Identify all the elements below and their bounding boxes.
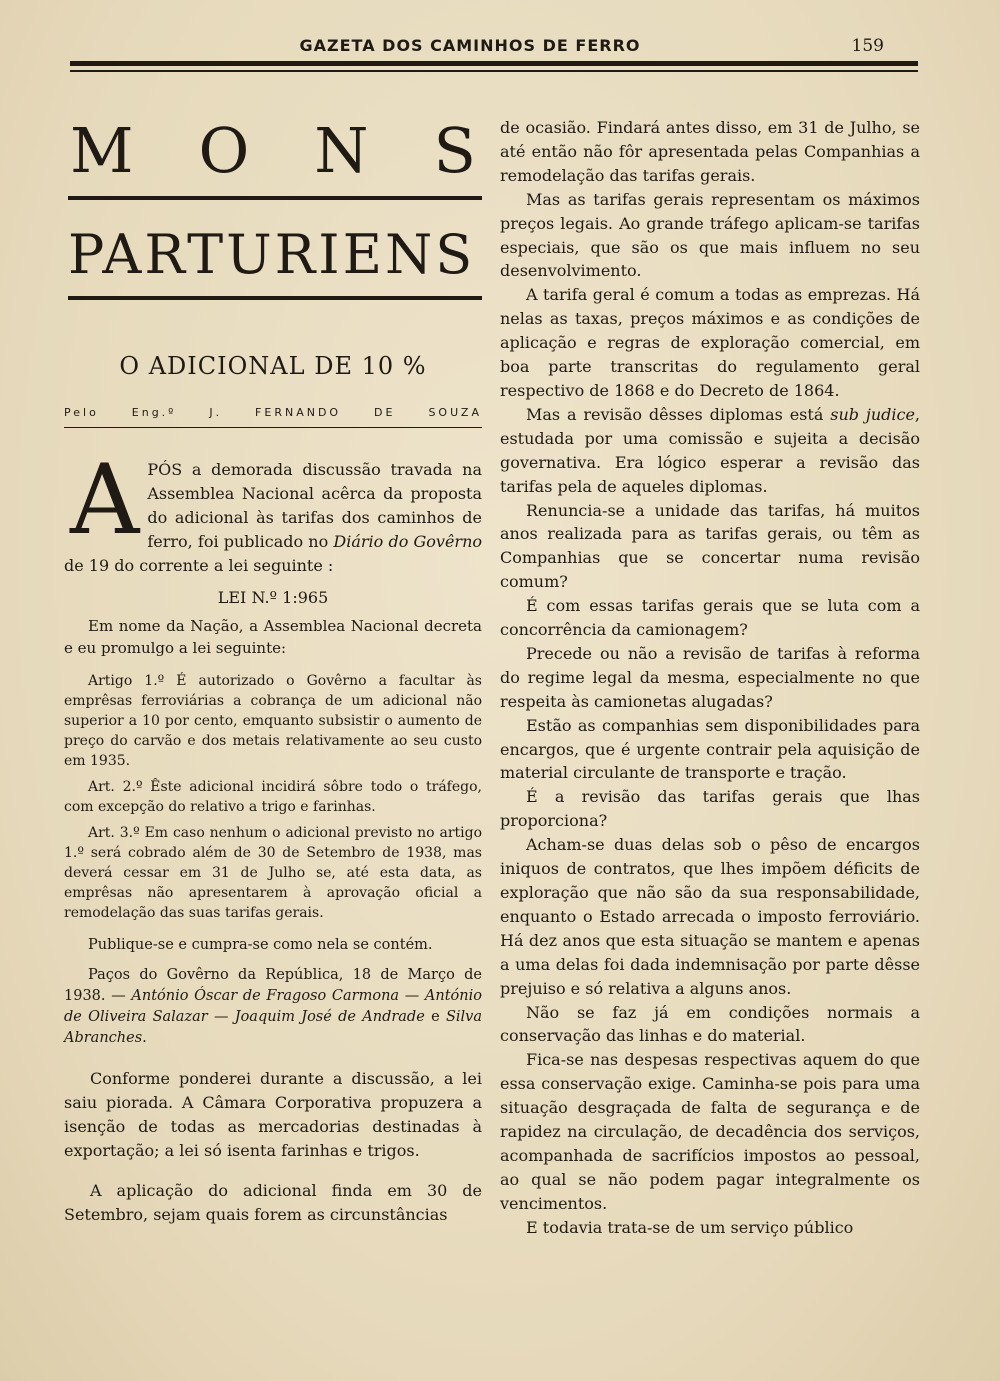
body-paragraph: Mas as tarifas gerais representam os máximos preços legais. Ao grande tráfego aplicam-se tarifas especiais, que são os que mais influem no seu desenvolvimento.: [500, 189, 920, 281]
lead-italic: Diário do Govêrno: [333, 532, 482, 551]
law-article: Artigo 1.º É autorizado o Govêrno a facultar às emprêsas ferroviárias a cobrança de um adicional não superior a 10 por cento, emquanto subsistir o aumento de preço do carvão e dos metais relativamente ao seu custo em 1935.: [64, 673, 482, 769]
title-rule: [68, 196, 482, 200]
law-title: LEI N.º 1:965: [217, 588, 329, 607]
revision-text-end: , estudada por uma comissão e sujeita a decisão governativa. Era lógico esperar a revisão das tarifas pela de aqueles diplomas.: [500, 404, 921, 496]
sign-text: e: [424, 1009, 446, 1025]
byline-word: SOUZA: [428, 406, 482, 419]
body-paragraph: É com essas tarifas gerais que se luta com a concorrência da camionagem?: [500, 596, 920, 640]
title-letter: O: [198, 114, 250, 187]
sign-text: Paços do Govêrno da República, 18 de Março de 1938. —: [64, 967, 482, 1004]
title-rule: [68, 296, 482, 300]
drop-cap: A: [70, 444, 140, 556]
publication-title: GAZETA DOS CAMINHOS DE FERRO: [299, 36, 641, 55]
header-rule-thick: [70, 61, 918, 66]
revision-italic: sub judice: [830, 404, 915, 424]
title-letter: M: [70, 114, 134, 187]
body-paragraph: de ocasião. Findará antes disso, em 31 de Julho, se até então não fôr apresentada pelas Companhias a remodelação das tarifas gerais.: [500, 118, 920, 185]
title-letter: S: [433, 114, 476, 187]
law-article: Art. 3.º Em caso nenhum o adicional previsto no artigo 1.º será cobrado além de 30 de Setembro de 1938, mas deverá cessar em 31 de Julho se, até esta data, as emprêsas não apresentarem à aprovação oficial a remodelação das suas tarifas gerais.: [64, 825, 482, 921]
article-title-line2: PARTURIENS: [68, 223, 476, 286]
header-rule-thin: [70, 70, 918, 72]
left-column: [64, 110, 482, 1243]
law-article: Art. 2.º Êste adicional incidirá sôbre todo o tráfego, com excepção do relativo a trigo e farinhas.: [64, 779, 482, 815]
title-letter: N: [314, 114, 369, 187]
sign-text: —: [399, 988, 425, 1004]
body-paragraph: Estão as companhias sem disponibilidades para encargos, que é urgente contrair pela aquisição de material circulante de transporte e tração.: [500, 715, 920, 783]
sign-text: —: [207, 1009, 235, 1025]
byline-word: Eng.º: [131, 406, 177, 419]
body-paragraph: [500, 403, 920, 499]
byline-word: J.: [209, 406, 223, 419]
body-paragraph: E todavia trata-se de um serviço público: [526, 1217, 854, 1237]
law-signatures: [64, 965, 482, 1049]
signatory: Joaquim José de Andrade: [234, 1009, 425, 1025]
byline-word: FERNANDO: [255, 406, 342, 419]
law-text: [64, 588, 482, 1049]
right-column: [500, 116, 920, 1240]
body-paragraph: A tarifa geral é comum a todas as emprezas. Há nelas as taxas, preços máximos e as condições de aplicação e regras de exploração comercial, em boa parte transcritas do regulamento geral respectivo de 1868 e do Decreto de 1864.: [500, 285, 920, 400]
body-paragraph: Renuncia-se a unidade das tarifas, há muitos anos realizada para as tarifas gerais, ou têm as Companhias que se concertar numa revisão comum?: [500, 500, 920, 592]
body-paragraph: Fica-se nas despesas respectivas aquem do que essa conservação exige. Caminha-se pois para uma situação desgraçada de falta de segurança e de rapidez na circulação, de decadência dos serviços, acompanhada de sacrifícios impostos ao pessoal, ao qual se não podem pagar integralmente os vencimentos.: [500, 1050, 920, 1213]
byline-rule: [64, 427, 482, 428]
body-paragraph: Conforme ponderei durante a discussão, a lei saiu piorada. A Câmara Corporativa propuzera a isenção de todas as mercadorias destinadas à exportação; a lei só isenta farinhas e trigos.: [64, 1069, 482, 1160]
lead-paragraph: [64, 444, 482, 578]
body-paragraph: Acham-se duas delas sob o pêso de encargos iniquos de contratos, que lhes impõem déficits de exploração que não são da sua responsabilidade, enquanto o Estado arrecada o imposto ferroviário. Há dez anos que esta situação se mantem e apenas a uma delas foi dada indemnisação por parte dêsse prejuiso e só relativa a alguns anos.: [500, 835, 920, 998]
law-intro: Em nome da Nação, a Assemblea Nacional decreta e eu promulgo a lei seguinte:: [64, 617, 482, 657]
signatory: António de Oliveira Salazar: [64, 988, 482, 1025]
body-paragraph: Não se faz já em condições normais a conservação das linhas e do material.: [500, 1002, 920, 1046]
page-number: 159: [851, 36, 884, 56]
revision-text: Mas a revisão dêsses diplomas está: [526, 404, 831, 424]
byline-word: Pelo: [64, 406, 99, 419]
signatory: Silva Abranches: [64, 1009, 483, 1046]
body-paragraph: Precede ou não a revisão de tarifas à reforma do regime legal da mesma, especialmente no que respeita às camionetas alugadas?: [500, 643, 920, 711]
article-subtitle: O ADICIONAL DE 10 %: [119, 352, 427, 380]
body-paragraph: A aplicação do adicional finda em 30 de Setembro, sejam quais forem as circunstâncias: [64, 1181, 482, 1224]
sign-text: .: [142, 1030, 147, 1046]
byline: [64, 406, 482, 419]
law-publish: Publique-se e cumpra-se como nela se contém.: [88, 937, 433, 953]
signatory: António Óscar de Fragoso Carmona: [131, 988, 400, 1004]
lead-text-end: de 19 do corrente a lei seguinte :: [64, 556, 334, 575]
body-paragraph: É a revisão das tarifas gerais que lhas proporciona?: [500, 787, 920, 831]
lead-text: PÓS a demorada discussão travada na Assemblea Nacional acêrca da proposta do adicional às tarifas dos caminhos de ferro, foi publicado no: [147, 460, 482, 551]
byline-word: DE: [374, 406, 396, 419]
article-title-line1: [64, 110, 482, 188]
